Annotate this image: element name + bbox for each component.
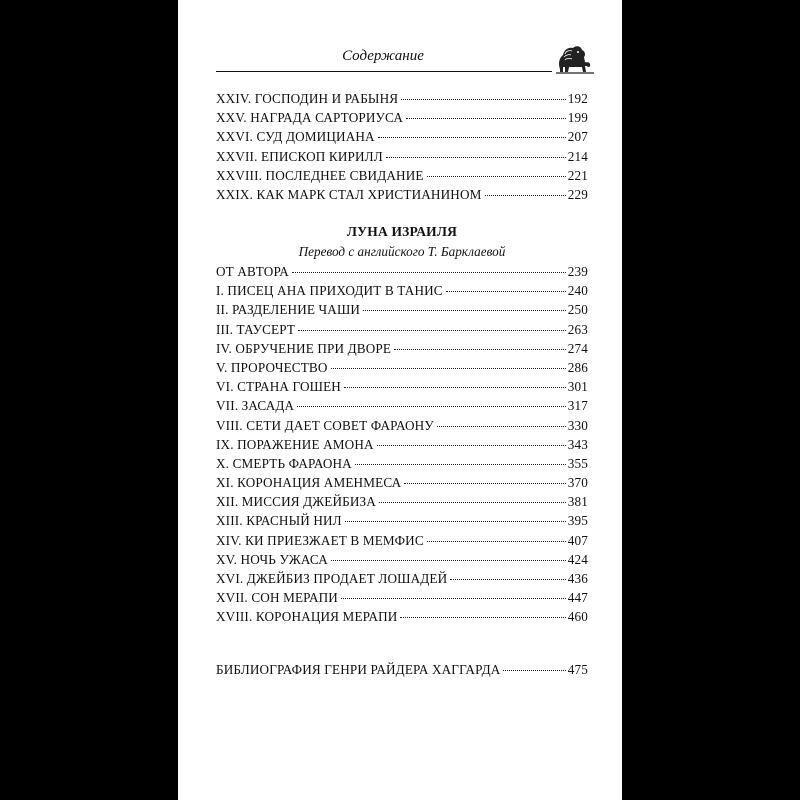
toc-entry — [216, 494, 588, 513]
section-title: ЛУНА ИЗРАИЛЯ — [346, 224, 458, 239]
dot-leader — [386, 157, 566, 158]
toc-entry-title: XVI. ДЖЕЙБИЗ ПРОДАЕТ ЛОШАДЕЙ — [216, 571, 448, 586]
toc-entry — [216, 168, 588, 187]
toc-entry-page: 286 — [567, 359, 588, 375]
dot-leader — [355, 464, 566, 465]
toc-entry — [216, 552, 588, 571]
dot-leader — [331, 368, 566, 369]
dot-leader — [401, 99, 566, 100]
toc-entry-title: XXIV. ГОСПОДИН И РАБЫНЯ — [216, 91, 399, 106]
toc-entry-page: 229 — [567, 186, 588, 202]
left-black-border — [0, 0, 178, 800]
dot-leader — [446, 291, 566, 292]
lion-emblem-icon — [554, 42, 596, 76]
toc-entry-title: III. ТАУСЕРТ — [216, 321, 296, 337]
toc-entry-page: 381 — [567, 494, 588, 510]
toc-entry-page: 214 — [567, 148, 588, 164]
toc-list-main — [216, 264, 588, 629]
toc-entry — [216, 264, 588, 283]
toc-entry-title: X. СМЕРТЬ ФАРАОНА — [216, 455, 352, 471]
toc-entry-page: 395 — [567, 513, 588, 529]
toc-entry — [216, 129, 588, 148]
toc-entry-title: I. ПИСЕЦ АНА ПРИХОДИТ В ТАНИС — [216, 283, 443, 299]
toc-entry — [216, 475, 588, 494]
toc-entry-page: 447 — [567, 590, 588, 606]
book-page — [178, 0, 622, 800]
toc-entry-title: IV. ОБРУЧЕНИЕ ПРИ ДВОРЕ — [216, 340, 392, 356]
toc-entry-title: XXVI. СУД ДОМИЦИАНА — [216, 129, 375, 145]
dot-leader — [378, 137, 566, 138]
toc-entry-page: 370 — [567, 475, 588, 491]
toc-entry-page: 460 — [567, 609, 588, 625]
dot-leader — [404, 483, 565, 484]
toc-entry — [216, 91, 588, 110]
dot-leader — [503, 670, 565, 671]
toc-entry-page: 240 — [567, 283, 588, 299]
dot-leader — [406, 118, 566, 119]
toc-entry — [216, 662, 588, 681]
toc-entry — [216, 379, 588, 398]
toc-entry-page: 250 — [567, 302, 588, 318]
toc-entry-page: 355 — [567, 455, 588, 471]
toc-entry-title: IX. ПОРАЖЕНИЕ АМОНА — [216, 436, 374, 452]
toc-entry-title: БИБЛИОГРАФИЯ ГЕНРИ РАЙДЕРА ХАГГАРДА — [216, 662, 501, 677]
toc-entry-title: XIV. КИ ПРИЕЗЖАЕТ В МЕМФИС — [216, 532, 424, 548]
toc-entry-page: 475 — [567, 662, 588, 677]
toc-entry-page: 239 — [567, 264, 588, 279]
dot-leader — [485, 195, 566, 196]
dot-leader — [450, 579, 565, 580]
toc-entry — [216, 302, 588, 321]
dot-leader — [297, 406, 566, 407]
toc-entry-title: XXVII. ЕПИСКОП КИРИЛЛ — [216, 148, 383, 164]
toc-entry-page: 274 — [567, 340, 588, 356]
toc-entry-title: XXIX. КАК МАРК СТАЛ ХРИСТИАНИНОМ — [216, 186, 482, 202]
toc-entry-page: 424 — [567, 551, 588, 567]
toc-entry-page: 192 — [567, 91, 588, 106]
toc-entry-title: XXVIII. ПОСЛЕДНЕЕ СВИДАНИЕ — [216, 167, 424, 183]
toc-entry — [216, 418, 588, 437]
toc-entry-title: VIII. СЕТИ ДАЕТ СОВЕТ ФАРАОНУ — [216, 417, 434, 433]
dot-leader — [377, 445, 566, 446]
toc-entry-page: 221 — [567, 167, 588, 183]
toc-entry — [216, 187, 588, 206]
section-subtitle: Перевод с английского Т. Барклаевой — [298, 244, 506, 259]
dot-leader — [331, 560, 566, 561]
toc-entry — [216, 398, 588, 417]
dot-leader — [427, 541, 566, 542]
dot-leader — [437, 426, 566, 427]
toc-entry-title: V. ПРОРОЧЕСТВО — [216, 359, 328, 375]
toc-entry-page: 407 — [567, 532, 588, 548]
toc-entry-title: XVII. СОН МЕРАПИ — [216, 590, 338, 606]
toc-entry — [216, 513, 588, 532]
toc-entry — [216, 283, 588, 302]
dot-leader — [379, 502, 566, 503]
dot-leader — [341, 598, 566, 599]
toc-entry — [216, 437, 588, 456]
dot-leader — [363, 310, 566, 311]
toc-entry — [216, 590, 588, 609]
toc-entry-title: VII. ЗАСАДА — [216, 398, 295, 414]
toc-entry-page: 207 — [567, 129, 588, 145]
toc-entry-page: 343 — [567, 436, 588, 452]
toc-list-bibliography — [216, 662, 588, 681]
header-rule — [216, 71, 552, 72]
toc-entry-title: XII. МИССИЯ ДЖЕЙБИЗА — [216, 494, 376, 510]
header-title: Содержание — [342, 48, 424, 64]
toc-entry-title: ОТ АВТОРА — [216, 264, 289, 279]
toc-entry — [216, 149, 588, 168]
toc-entry-title: XVIII. КОРОНАЦИЯ МЕРАПИ — [216, 609, 398, 625]
toc-entry-title: XXV. НАГРАДА САРТОРИУСА — [216, 110, 403, 126]
dot-leader — [292, 272, 566, 273]
running-header — [216, 42, 596, 76]
toc-entry-page: 330 — [567, 417, 588, 433]
dot-leader — [394, 349, 566, 350]
dot-leader — [400, 617, 565, 618]
toc-entry-page: 436 — [567, 571, 588, 586]
toc-list-top — [216, 91, 588, 206]
right-black-border — [622, 0, 800, 800]
toc-entry-page: 263 — [567, 321, 588, 337]
toc-entry — [216, 341, 588, 360]
dot-leader — [427, 176, 566, 177]
toc-entry — [216, 360, 588, 379]
toc-entry-title: XI. КОРОНАЦИЯ АМЕНМЕСА — [216, 475, 402, 491]
toc-entry-title: XV. НОЧЬ УЖАСА — [216, 551, 328, 567]
toc-entry — [216, 456, 588, 475]
toc-entry-title: II. РАЗДЕЛЕНИЕ ЧАШИ — [216, 302, 361, 318]
dot-leader — [344, 387, 566, 388]
toc-entry — [216, 533, 588, 552]
toc-entry — [216, 609, 588, 628]
dot-leader — [298, 330, 566, 331]
toc-entry-title: VI. СТРАНА ГОШЕН — [216, 379, 341, 395]
toc-entry-page: 199 — [567, 110, 588, 126]
toc-entry — [216, 322, 588, 341]
toc-entry — [216, 110, 588, 129]
toc-entry-title: XIII. КРАСНЫЙ НИЛ — [216, 513, 342, 529]
toc-entry — [216, 571, 588, 590]
dot-leader — [345, 521, 566, 522]
toc-entry-page: 317 — [567, 398, 588, 414]
toc-entry-page: 301 — [567, 379, 588, 395]
